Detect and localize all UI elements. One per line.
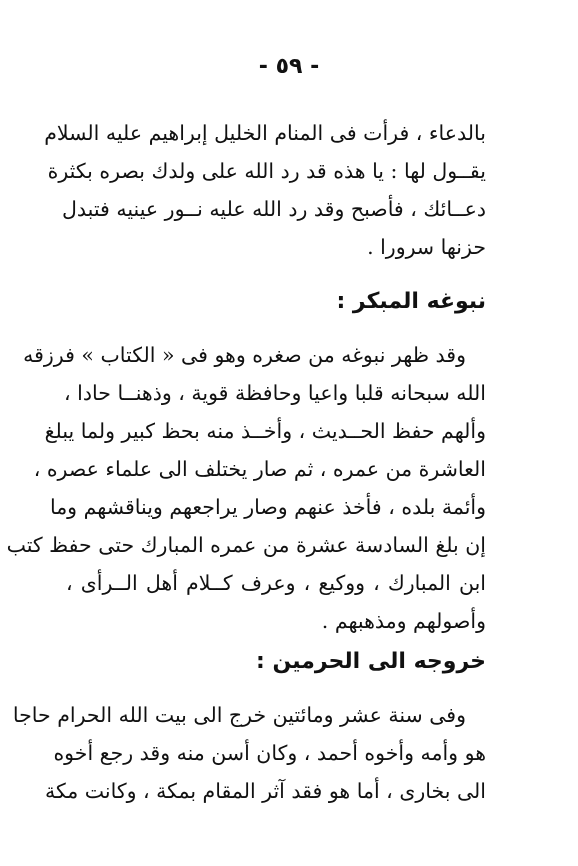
paragraph-line: وقد ظهر نبوغه من صغره وهو فى « الكتاب » فرزقه	[23, 343, 466, 367]
page-number: - ٥٩ -	[258, 54, 320, 79]
paragraph-line: الى بخارى ، أما هو فقد آثر المقام بمكة ، وكانت مكة	[44, 779, 486, 803]
paragraph-line: وألهم حفظ الحــديث ، وأخــذ منه بحظ كبير ولما يبلغ	[44, 419, 486, 443]
paragraph-2	[6, 336, 486, 640]
section-heading-journey-to-haramain: خروجه الى الحرمين :	[256, 649, 486, 674]
section-heading-early-genius: نبوغه المبكر :	[336, 289, 486, 314]
paragraph-line: بالدعاء ، فرأت فى المنام الخليل إبراهيم عليه السلام	[44, 121, 486, 145]
paragraph-line: وفى سنة عشر ومائتين خرج الى بيت الله الحرام حاجا	[12, 703, 466, 727]
paragraph-line: العاشرة من عمره ، ثم صار يختلف الى علماء عصره ،	[33, 457, 486, 481]
paragraph-line: إن بلغ السادسة عشرة من عمره المبارك حتى حفظ كتب	[6, 533, 486, 557]
paragraph-1	[44, 114, 486, 266]
paragraph-line: هو وأمه وأخوه أحمد ، وكان أسن منه وقد رجع أخوه	[53, 741, 486, 765]
paragraph-line: وأصولهم ومذهبهم .	[321, 609, 486, 633]
paragraph-line: وأئمة بلده ، فأخذ عنهم وصار يراجعهم ويناقشهم وما	[49, 495, 486, 519]
paragraph-line: دعــائك ، فأصبح وقد رد الله عليه نــور عينيه فتبدل	[62, 197, 486, 221]
paragraph-line: حزنها سرورا .	[367, 235, 486, 259]
paragraph-3	[12, 696, 486, 810]
paragraph-line: الله سبحانه قلبا واعيا وحافظة قوية ، وذهنــا حادا ،	[64, 381, 486, 405]
paragraph-line: ابن المبارك ، ووكيع ، وعرف كــلام أهل الــرأى ،	[66, 571, 486, 595]
paragraph-line: يقــول لها : يا هذه قد رد الله على ولدك بصره بكثرة	[47, 159, 486, 183]
